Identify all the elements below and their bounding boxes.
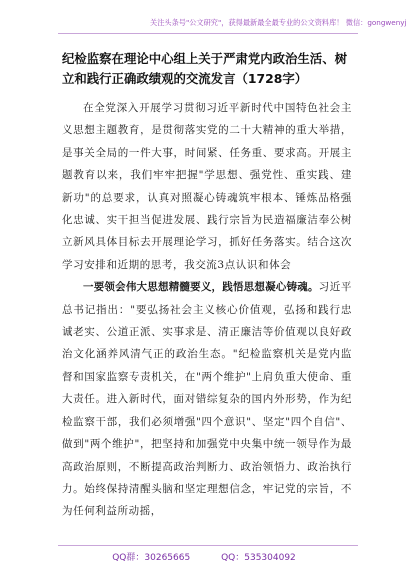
header-divider: [58, 33, 358, 34]
document-body: [62, 97, 352, 523]
footer-qq-contact: QQ：535304092: [221, 553, 296, 563]
point-one-text: 习近平总书记指出："要弘扬社会主义核心价值观，弘扬和践行忠诚老实、公道正派、实事求是、清正廉洁等价值观以良好政治文化涵养风清气正的政治生态。"纪检监察机关是党内监督和国家监察专责机关，在"两个维护"上肩负重大使命、重大责任。进入新时代，面对错综复杂的国内外形势，作为纪检监察干部，我们必须增强"四个意识"、坚定"四个自信"、做到"两个维护"，把坚持和加强党中央集中统一领导作为最高政治原则，不断提高政治判断力、政治领悟力、政治执行力。始终保持清醒头脑和坚定理想信念，牢记党的宗旨，不为任何利益所动摇，: [62, 281, 352, 518]
header-banner: 关注头条号"公文研究"，获得最新最全最专业的公文资料库！ 微信：gongwenyj: [150, 18, 407, 27]
paragraph-point-one: [62, 276, 352, 522]
footer: [0, 550, 408, 563]
footer-divider: [58, 545, 358, 546]
point-one-heading: 一要领会伟大思想精髓要义，践悟思想凝心铸魂。: [83, 281, 319, 294]
paragraph-intro: 在全党深入开展学习贯彻习近平新时代中国特色社会主义思想主题教育，是贯彻落实党的二十大精神的重大举措，是事关全局的一件大事，时间紧、任务重、要求高。开展主题教育以来，我们牢牢把握"学思想、强党性、重实践、建新功"的总要求，认真对照凝心铸魂筑牢根本、锤炼品格强化忠诚、实干担当促进发展、践行宗旨为民造福廉洁奉公树立新风具体目标去开展理论学习，抓好任务落实。结合这次学习安排和近期的思考，我交流3点认识和体会: [62, 102, 352, 271]
document-title: 纪检监察在理论中心组上关于严肃党内政治生活、树立和践行正确政绩观的交流发言（1728字）: [62, 51, 347, 86]
footer-qq-group: QQ群：30265665: [112, 553, 191, 563]
